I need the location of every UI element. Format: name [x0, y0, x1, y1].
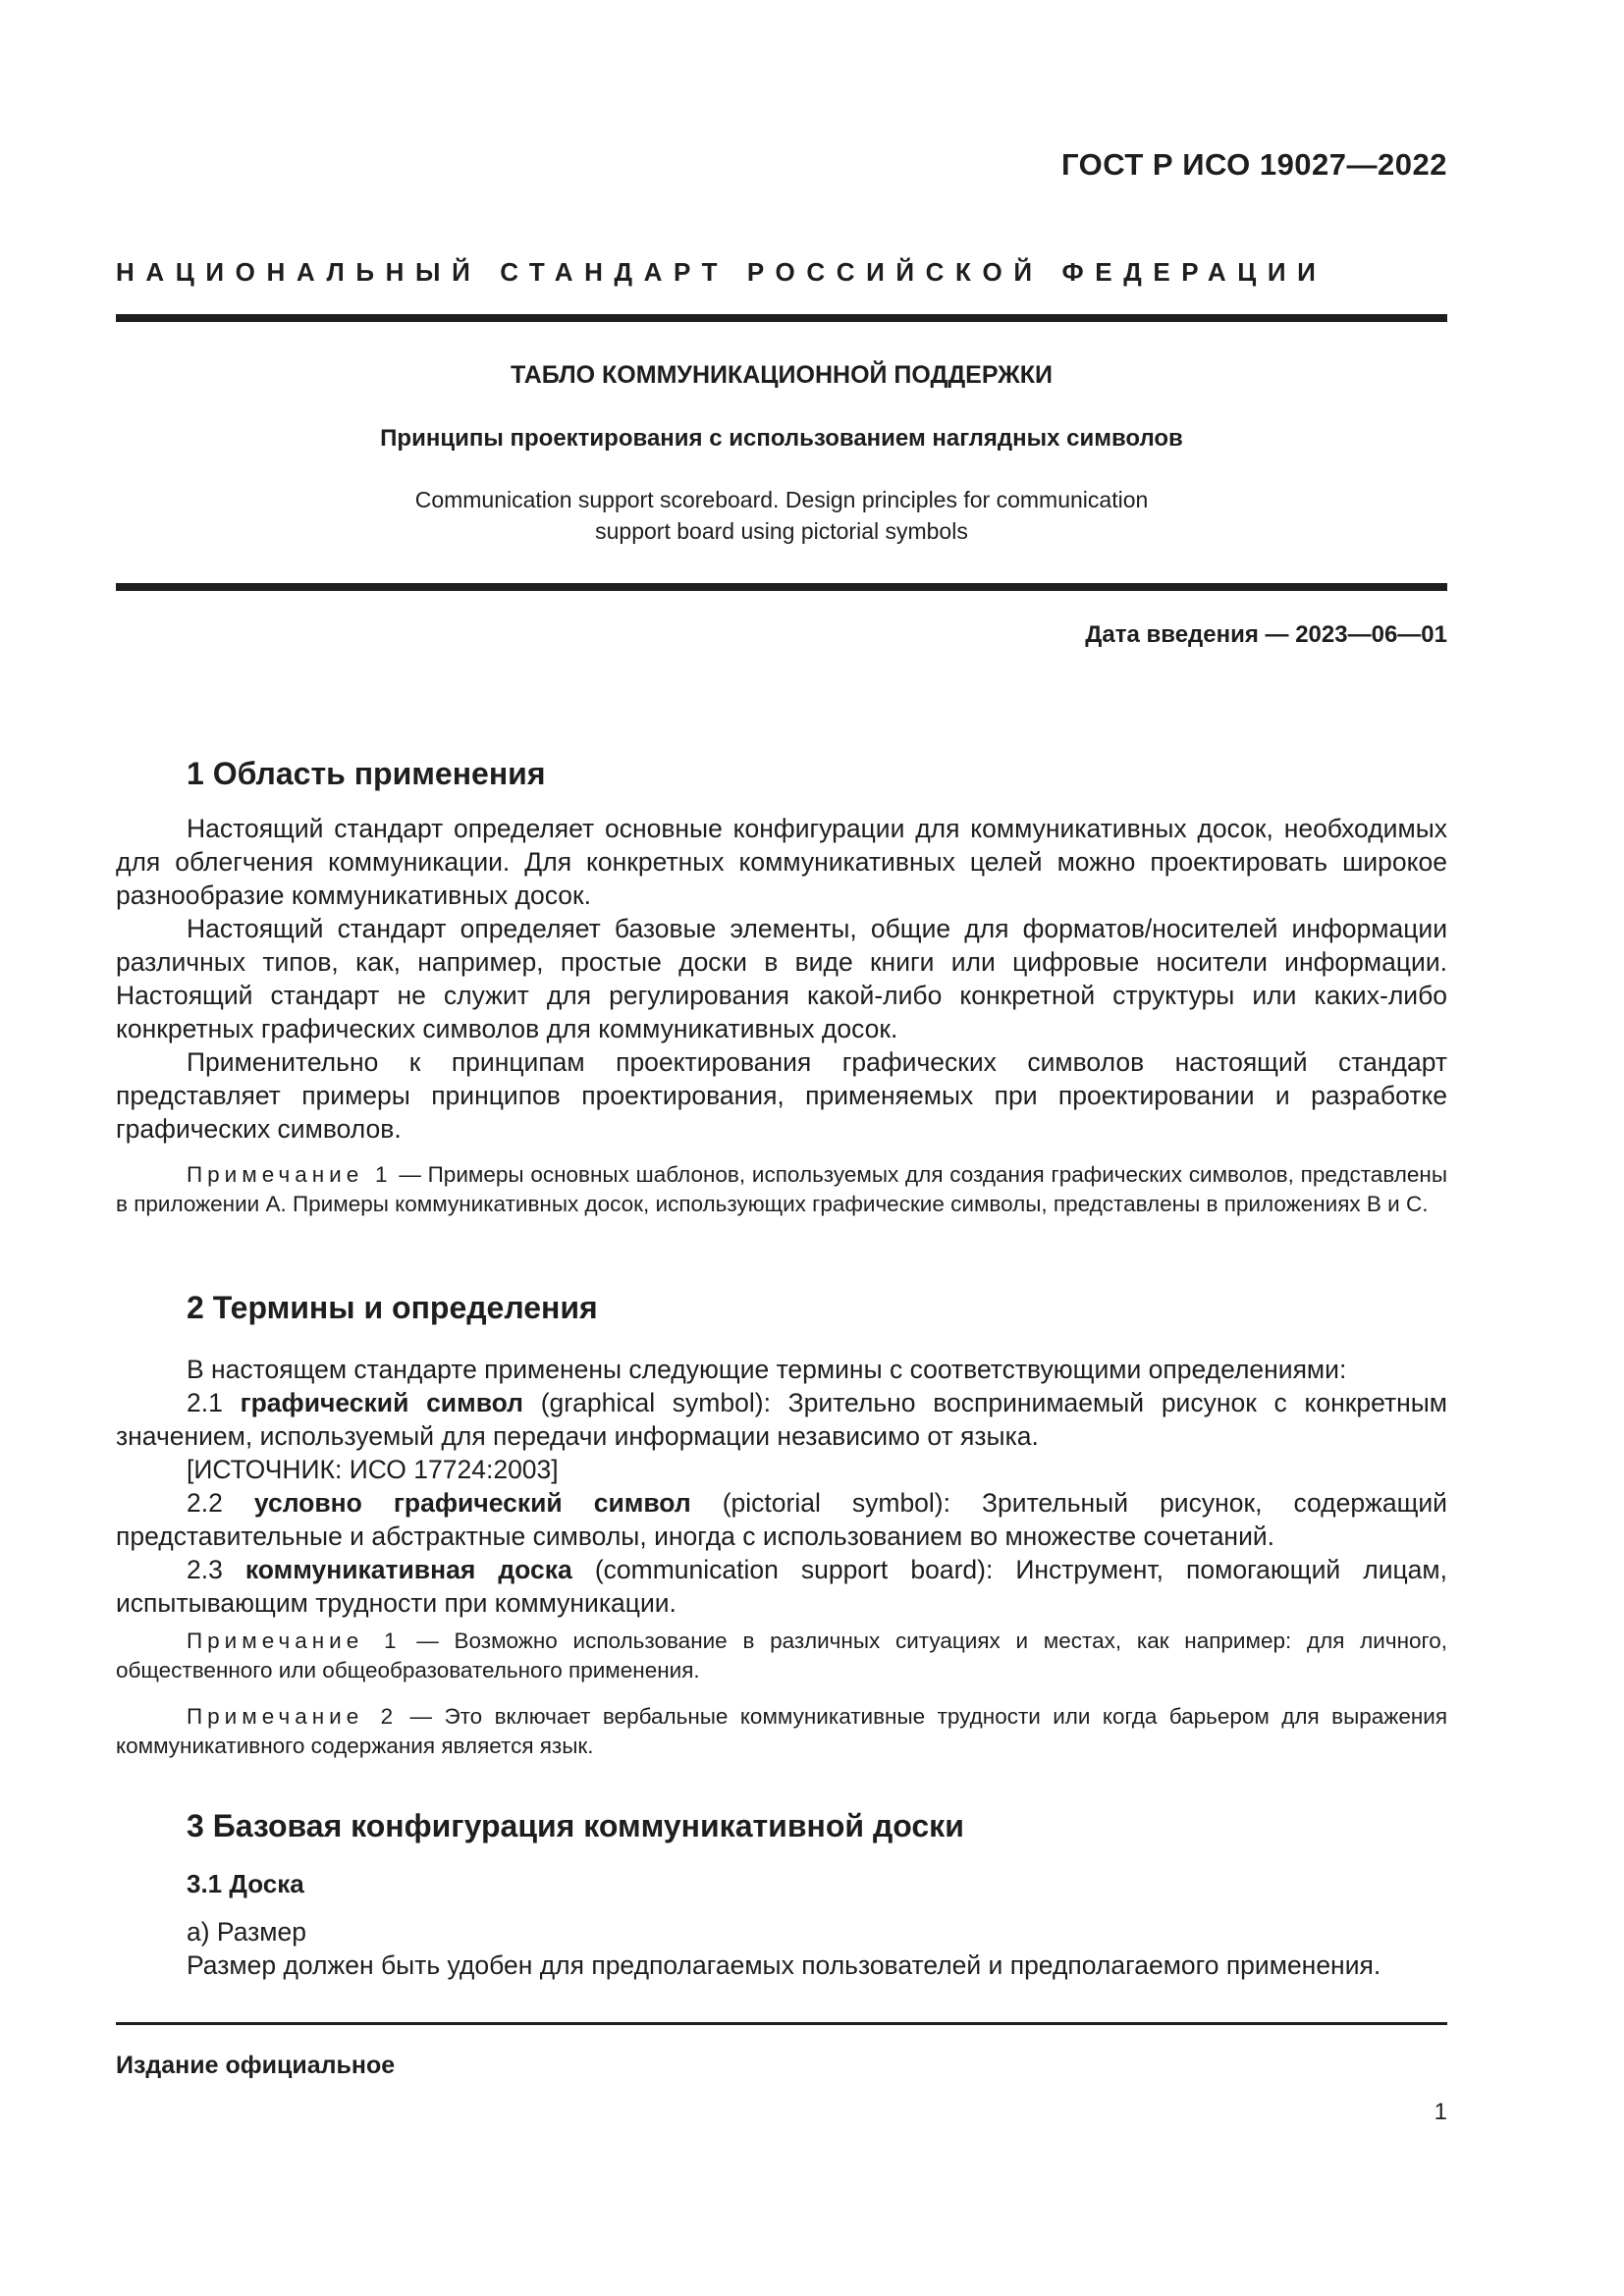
note-text: — Примеры основных шаблонов, используемых для создания графических символов, представлены в приложении А. Примеры коммуникативных досок, использующих графические символы, представлены в приложениях В и С.	[116, 1162, 1447, 1216]
item-a-text: Размер должен быть удобен для предполагаемых пользователей и предполагаемого применения.	[187, 1950, 1381, 1980]
section-2-heading: 2 Термины и определения	[187, 1290, 598, 1325]
standard-banner: НАЦИОНАЛЬНЫЙ СТАНДАРТ РОССИЙСКОЙ ФЕДЕРАЦИИ	[116, 257, 1327, 287]
section-1-note-1	[116, 1160, 1447, 1219]
note-label: Примечание 1	[187, 1162, 393, 1187]
note-label: Примечание 1	[187, 1629, 402, 1653]
section-1-heading: 1 Область применения	[187, 756, 546, 791]
english-title	[116, 484, 1447, 547]
section-2-intro: В настоящем стандарте применены следующие термины с соответствующими определениями:	[187, 1355, 1347, 1384]
section-3-body	[116, 1915, 1447, 1982]
section-3-heading: 3 Базовая конфигурация коммуникативной доски	[187, 1808, 964, 1843]
item-a-label: а) Размер	[187, 1917, 307, 1947]
section-2-note-1	[116, 1627, 1447, 1685]
edition-label: Издание официальное	[116, 2052, 396, 2079]
page-number: 1	[1434, 2099, 1447, 2125]
note-text: — Это включает вербальные коммуникативные трудности или когда барьером для выражения коммуникативного содержания является язык.	[116, 1704, 1448, 1758]
term-number: 2.1	[187, 1388, 241, 1417]
section-1-paragraph-1: Настоящий стандарт определяет основные конфигурации для коммуникативных досок, необходимых для облегчения коммуникации. Для конкретных коммуникативных целей можно проектировать широкое разнообразие коммуникативных досок.	[116, 814, 1447, 910]
top-divider	[116, 314, 1447, 322]
term-name: коммуникативная доска	[244, 1555, 572, 1584]
footer-divider	[116, 2022, 1447, 2025]
term-2-1-source: [ИСТОЧНИК: ИСО 17724:2003]	[187, 1455, 559, 1484]
term-definition: (graphical symbol): Зрительно воспринимаемый рисунок с конкретным значением, используемый для передачи информации независимо от языка.	[116, 1388, 1447, 1451]
section-2-body	[116, 1353, 1447, 1620]
term-name: графический символ	[240, 1388, 524, 1417]
document-subtitle: Принципы проектирования с использованием наглядных символов	[380, 425, 1183, 452]
document-title: ТАБЛО КОММУНИКАЦИОННОЙ ПОДДЕРЖКИ	[511, 361, 1053, 389]
section-1-paragraph-3: Применительно к принципам проектирования графических символов настоящий стандарт представляет примеры принципов проектирования, применяемых при проектировании и разработке графических символов.	[116, 1047, 1447, 1144]
english-title-line-2: support board using pictorial symbols	[595, 518, 968, 544]
note-label: Примечание 2	[187, 1704, 399, 1729]
note-text: — Возможно использование в различных ситуациях и местах, как например: для личного, общественного или общеобразовательного применения.	[116, 1629, 1447, 1682]
term-number: 2.3	[187, 1555, 245, 1584]
document-code: ГОСТ Р ИСО 19027—2022	[1060, 147, 1447, 182]
section-2-note-2	[116, 1702, 1447, 1761]
term-definition: (communication support board): Инструмент, помогающий лицам, испытывающим трудности при коммуникации.	[116, 1555, 1447, 1618]
english-title-line-1: Communication support scoreboard. Design principles for communication	[414, 487, 1149, 512]
term-name: условно графический символ	[253, 1488, 691, 1518]
term-definition: (pictorial symbol): Зрительный рисунок, содержащий представительные и абстрактные символы, иногда с использованием во множестве сочетаний.	[116, 1488, 1447, 1551]
term-number: 2.2	[187, 1488, 254, 1518]
introduction-date: Дата введения — 2023—06—01	[1085, 621, 1447, 648]
section-3-1-heading: 3.1 Доска	[187, 1869, 304, 1898]
title-divider	[116, 583, 1447, 591]
term-2-3	[116, 1553, 1447, 1620]
section-1-body	[116, 812, 1447, 1146]
section-1-paragraph-2: Настоящий стандарт определяет базовые элементы, общие для форматов/носителей информации различных типов, как, например, простые доски в виде книги или цифровые носители информации. Настоящий стандарт не служит для регулирования какой-либо конкретной структуры или каких-либо конкретных графических символов для коммуникативных досок.	[116, 914, 1447, 1043]
term-2-2	[116, 1486, 1447, 1553]
term-2-1	[116, 1386, 1447, 1453]
